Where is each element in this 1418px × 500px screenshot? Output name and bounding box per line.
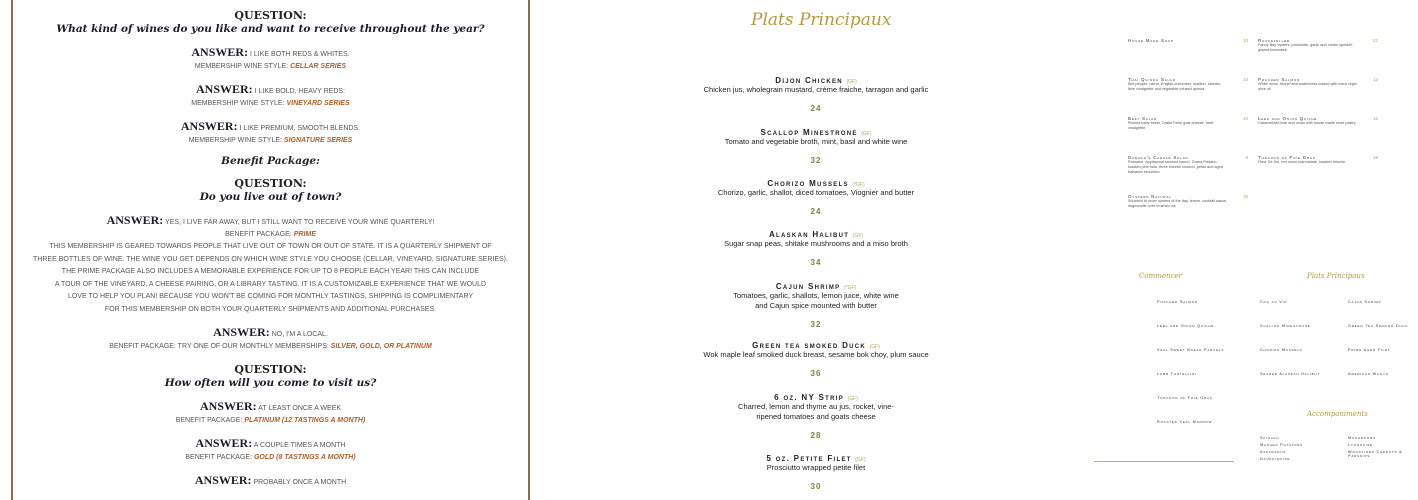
dish-item	[531, 230, 1101, 267]
item-price: 18	[1242, 194, 1248, 199]
item-name: Leek and Onion Quiche	[1258, 116, 1318, 121]
menu-page-item	[1348, 348, 1418, 352]
item-name: Torchon of Foie Gras	[1157, 396, 1213, 400]
result-label: BENEFIT PACKAGE:	[185, 454, 253, 461]
item-name: Poached Salmon	[1258, 77, 1300, 82]
answer-result	[13, 229, 528, 241]
answer-result	[13, 98, 528, 110]
menu-page-item	[1260, 457, 1330, 461]
dish-name-text: Scallop Minestrone	[760, 128, 858, 137]
menu-page-item	[1258, 77, 1378, 92]
membership-panel	[0, 0, 531, 500]
answer-label: ANSWER:	[195, 436, 253, 450]
border-right	[528, 0, 530, 500]
item-price: 16	[1372, 116, 1378, 121]
menu-page-item	[1258, 116, 1378, 126]
item-name: Prime Aged Filet	[1348, 348, 1391, 352]
question-label: QUESTION:	[234, 363, 307, 376]
item-price: 12	[1372, 77, 1378, 82]
prime-description-line: FOR THIS MEMBERSHIP ON BOTH YOUR QUARTERLY SHIPMENTS AND ADDITIONAL PURCHASES.	[104, 305, 437, 313]
menu-page-item	[1128, 194, 1248, 209]
answer-label: ANSWER:	[199, 399, 257, 413]
dish-item	[531, 128, 1101, 165]
menu-page-item	[1348, 443, 1418, 447]
menu-page-thumbnail	[1092, 0, 1409, 500]
item-name: Oysters Natural	[1128, 194, 1172, 199]
item-name: Beet Salad	[1128, 116, 1157, 121]
item-name: Poached Salmon	[1157, 300, 1198, 304]
answer	[13, 214, 528, 229]
item-name: Asparagus	[1260, 450, 1287, 454]
dish-tag: (GF)	[869, 344, 880, 350]
benefit-heading: Benefit Package:	[221, 155, 320, 167]
item-description: Romaine, Applewood smoked bacon, Grana Padano, toasted pine nuts, three cheese crouton, pesto and aged balsamic reduction	[1128, 160, 1223, 174]
menu-page-item	[1260, 372, 1330, 376]
answer-result	[13, 415, 528, 427]
dish-price: 36	[810, 369, 822, 378]
dish-item	[531, 454, 1101, 491]
item-description: Fanny Bay oysters, prosciutto, garlic and cream spinach glazed bearnaise	[1258, 43, 1353, 52]
prime-description-line: THE PRIME PACKAGE ALSO INCLUDES A MEMORABLE EXPERIENCE FOR UP TO 8 PEOPLE EACH YEAR! THIS CAN INCLUDE	[61, 268, 480, 275]
dish-tag: (*GF)	[843, 285, 857, 291]
item-price: 19	[1372, 155, 1378, 160]
item-name: Scallop Minestrone	[1260, 324, 1311, 328]
divider	[1094, 461, 1234, 462]
answer-label: ANSWER:	[180, 119, 238, 133]
dish-description: and Cajun spice mounted with butter	[755, 301, 877, 310]
answer-text: I LIKE BOLD, HEAVY REDS:	[254, 88, 345, 95]
dish-description: Chorizo, garlic, shallot, diced tomatoes, Viognier and butter	[717, 188, 915, 197]
dish-description: Sugar snap peas, shitake mushrooms and a miso broth	[724, 239, 908, 248]
menu-page-item	[1348, 372, 1418, 376]
item-name: Spinach	[1260, 436, 1280, 440]
item-name: House Made Soup	[1128, 38, 1174, 43]
dish-price: 32	[810, 156, 822, 165]
result-highlight: GOLD (8 TASTINGS A MONTH)	[253, 454, 356, 461]
result-label: MEMBERSHIP WINE STYLE:	[194, 63, 289, 70]
dish-price: 32	[810, 320, 822, 329]
dish-name	[531, 230, 1101, 239]
menu-page-item	[1157, 420, 1227, 424]
answer-text: YES, I LIVE FAR AWAY, BUT I STILL WANT TO RECEIVE YOUR WINE QUARTERLY!	[165, 219, 435, 226]
item-name: Rockefeller	[1258, 38, 1290, 43]
result-label: BENEFIT PACKAGE: TRY ONE OF OUR MONTHLY MEMBERSHIPS:	[109, 343, 329, 350]
item-name: Torchon of Foie Gras	[1258, 155, 1316, 160]
dish-description: Prosciutto wrapped petite filet	[766, 463, 866, 472]
result-highlight: SIGNATURE SERIES	[283, 137, 353, 144]
item-description: Fleur De Sel, red onion marmalade, toasted brioche	[1258, 160, 1346, 164]
dish-name-text: 6 oz. NY Strip	[774, 393, 845, 402]
dish-item	[531, 76, 1101, 113]
question-label: QUESTION:	[234, 177, 307, 190]
menu-page-item	[1157, 324, 1227, 328]
answer	[13, 120, 528, 135]
answer-text: AT LEAST ONCE A WEEK	[258, 405, 342, 412]
menu-page-item	[1157, 372, 1227, 376]
result-label: BENEFIT PACKAGE:	[175, 417, 243, 424]
item-name: Roasted Veal Marrow	[1157, 420, 1213, 424]
item-name: Chorizo Mussels	[1260, 348, 1303, 352]
menu-page-item	[1128, 77, 1248, 92]
question-label: QUESTION:	[234, 9, 307, 22]
dish-description: Tomato and vegetable broth, mint, basil and white wine	[724, 137, 908, 146]
dish-tag: (*GF)	[852, 182, 865, 188]
menu-page-item	[1260, 443, 1330, 447]
menu-page-item	[1260, 436, 1330, 440]
menu-page-item	[1258, 38, 1378, 53]
item-name: Cajun Shrimp	[1348, 300, 1382, 304]
answer-label: ANSWER:	[213, 325, 270, 339]
prime-description-line: THIS MEMBERSHIP IS GEARED TOWARDS PEOPLE THAT LIVE OUT OF TOWN OR OUT OF STATE. IT IS A QUARTERLY SHIPMENT OF	[49, 243, 492, 250]
dish-description: Charred, lemon and thyme au jus, rocket, vine-	[738, 402, 894, 411]
item-name: Dauphinoise	[1260, 457, 1291, 461]
dish-name-text: 5 oz. Petite Filet	[766, 454, 852, 463]
answer	[13, 400, 528, 415]
answer-text: PROBABLY ONCE A MONTH	[253, 479, 347, 486]
dish-name-text: Dijon Chicken	[775, 76, 843, 85]
item-price: 9	[1245, 155, 1248, 160]
dish-price: 30	[810, 482, 822, 491]
menu-page-item	[1348, 324, 1418, 328]
item-price: 10	[1242, 77, 1248, 82]
menu-page-item	[1348, 436, 1418, 440]
result-label: MEMBERSHIP WINE STYLE:	[188, 137, 282, 144]
result-label: BENEFIT PACKAGE:	[225, 231, 292, 238]
menu-page-item	[1157, 396, 1227, 400]
menu-title: Plats Principaux	[751, 10, 892, 30]
item-name: Seared Alaskan Halibut	[1260, 372, 1320, 376]
dish-description: ripened tomatoes and goats cheese	[756, 412, 876, 421]
item-name: Green Tea Smoked Duck	[1348, 324, 1409, 328]
answer	[13, 83, 528, 98]
dish-name	[531, 179, 1101, 188]
item-name: Mashed Potatoes	[1260, 443, 1303, 447]
question-text: How often will you come to visit us?	[164, 377, 377, 389]
result-highlight: PRIME	[293, 231, 316, 238]
dish-name	[531, 76, 1101, 85]
menu-page-item	[1128, 116, 1248, 131]
dish-name	[531, 341, 1101, 350]
item-price: 10	[1242, 38, 1248, 43]
dish-name-text: Chorizo Mussels	[767, 179, 849, 188]
plats-heading: Plats Principaux	[1307, 272, 1365, 280]
item-name: Leek and Onion Quiche	[1157, 324, 1215, 328]
item-description: Bell pepper, carrot, English cucumber, scallion, cilantro, lime vinaigrette and vegetable infused quinoa	[1128, 82, 1222, 91]
answer-label: ANSWER:	[191, 45, 249, 59]
question-text: What kind of wines do you like and want to receive throughout the year?	[56, 23, 485, 35]
dish-item	[531, 393, 1101, 440]
question-text: Do you live out of town?	[199, 191, 342, 203]
dish-price: 28	[810, 431, 822, 440]
accompaniments-heading: Accompaniments	[1307, 410, 1368, 418]
answer-label: ANSWER:	[195, 82, 253, 96]
answer-result	[13, 135, 528, 147]
answer	[13, 437, 528, 452]
item-name: Coq au Vin	[1260, 300, 1288, 304]
answer-text: A COUPLE TIMES A MONTH	[253, 442, 346, 449]
dish-price: 24	[810, 104, 822, 113]
item-name: Woodfired Carrots & Parsnips	[1348, 450, 1403, 458]
commencer-heading: Commencer	[1139, 272, 1182, 280]
menu-page-item	[1128, 38, 1248, 43]
answer-result	[13, 452, 528, 464]
dish-item	[531, 179, 1101, 216]
dish-name	[531, 128, 1101, 137]
item-name: Veal Sweet Bread Parcels	[1157, 348, 1225, 352]
item-description: White onion, fennel and watercress tossed with extra virgin olive oil	[1258, 82, 1357, 91]
dish-description: Chicken jus, wholegrain mustard, crème fraiche, tarragon and garlic	[703, 85, 929, 94]
dish-description: Wok maple leaf smoked duck breast, sesame bok choy, plum sauce	[703, 350, 929, 359]
answer	[13, 46, 528, 61]
menu-page-item	[1260, 300, 1330, 304]
menu-page-item	[1258, 155, 1378, 165]
item-name: Thai Quinoa Salad	[1128, 77, 1176, 82]
result-label: MEMBERSHIP WINE STYLE:	[191, 100, 285, 107]
item-name: Daragh's Caesar Salad	[1128, 155, 1189, 160]
answer-text: NO, I'M A LOCAL.	[271, 331, 328, 338]
answer-result	[13, 341, 528, 353]
dish-name	[531, 282, 1101, 291]
menu-page-item	[1260, 324, 1330, 328]
dish-name-text: Cajun Shrimp	[775, 282, 841, 291]
menu-page-item	[1348, 450, 1418, 458]
menu-panel	[531, 0, 1091, 500]
result-highlight: CELLAR SERIES	[290, 63, 347, 70]
item-description: Caramelized leek and onion with house made short pastry	[1258, 121, 1356, 125]
menu-page-item	[1260, 450, 1330, 454]
dish-tag: (GF)	[846, 79, 857, 85]
dish-name-text: Alaskan Halibut	[768, 230, 850, 239]
prime-description-line: LOVE TO HELP YOU PLAN! BECAUSE YOU WON'T BE COMING FOR MONTHLY TASTINGS, SHIPPING IS COMPLIMENTARY	[67, 293, 474, 300]
item-name: American Wagyu	[1348, 372, 1389, 376]
dish-tag: (GF)	[847, 396, 858, 402]
spacer	[13, 353, 528, 363]
answer-text: I LIKE BOTH REDS & WHITES.	[250, 51, 350, 58]
answer-text: I LIKE PREMIUM, SMOOTH BLENDS.	[239, 125, 361, 132]
item-description: Shucked to order oysters of the day, lemon, cocktail sauce, mignonette over crushed ice	[1128, 199, 1228, 208]
menu-page-item	[1157, 300, 1227, 304]
dish-price: 34	[810, 258, 822, 267]
item-name: Lyonnaise	[1348, 443, 1373, 447]
answer-label: ANSWER:	[106, 213, 164, 227]
answer	[13, 474, 528, 489]
result-highlight: SILVER, GOLD, OR PLATINUM	[330, 343, 432, 350]
dish-name-text: Green tea smoked Duck	[752, 341, 867, 350]
result-highlight: VINEYARD SERIES	[286, 100, 350, 107]
dish-price: 24	[810, 207, 822, 216]
dish-tag: (GF)	[852, 233, 864, 239]
dish-name	[531, 393, 1101, 402]
menu-page-item	[1128, 155, 1248, 175]
prime-description-line: THREE BOTTLES OF WINE. THE WINE YOU GET DEPENDS ON WHICH WINE STYLE YOU CHOOSE (CELLAR, VINEYARD, SIGNATURE SERIES).	[33, 255, 508, 263]
item-price: 22	[1372, 38, 1378, 43]
menu-page-item	[1348, 300, 1418, 304]
spacer	[13, 167, 528, 177]
prime-description-line: A TOUR OF THE VINEYARD, A CHEESE PAIRING, OR A LIBRARY TASTING. IT IS A CUSTOMIZABLE EXPERIENCE THAT WE WOULD	[54, 280, 487, 288]
menu-page-item	[1157, 348, 1227, 352]
menu-page-item	[1260, 348, 1330, 352]
dish-tag: (GF)	[861, 131, 872, 137]
dish-description: Tomatoes, garlic, shallots, lemon juice, white wine	[733, 291, 899, 300]
item-price: 10	[1242, 116, 1248, 121]
answer	[13, 326, 528, 341]
item-name: Mushrooms	[1348, 436, 1377, 440]
answer-result	[13, 61, 528, 73]
membership-guide	[13, 9, 528, 489]
answer-label: ANSWER:	[194, 473, 252, 487]
item-name: Lamb Tortellini	[1157, 372, 1197, 376]
item-description: Pickled baby beets, Drake Farm goat cheese, beet vinaigrette	[1128, 121, 1214, 130]
dish-name	[531, 454, 1101, 463]
result-highlight: PLATINUM (12 TASTINGS A MONTH)	[244, 417, 366, 424]
dish-tag: (GF)	[855, 457, 866, 463]
dish-item	[531, 341, 1101, 378]
dish-item	[531, 282, 1101, 329]
